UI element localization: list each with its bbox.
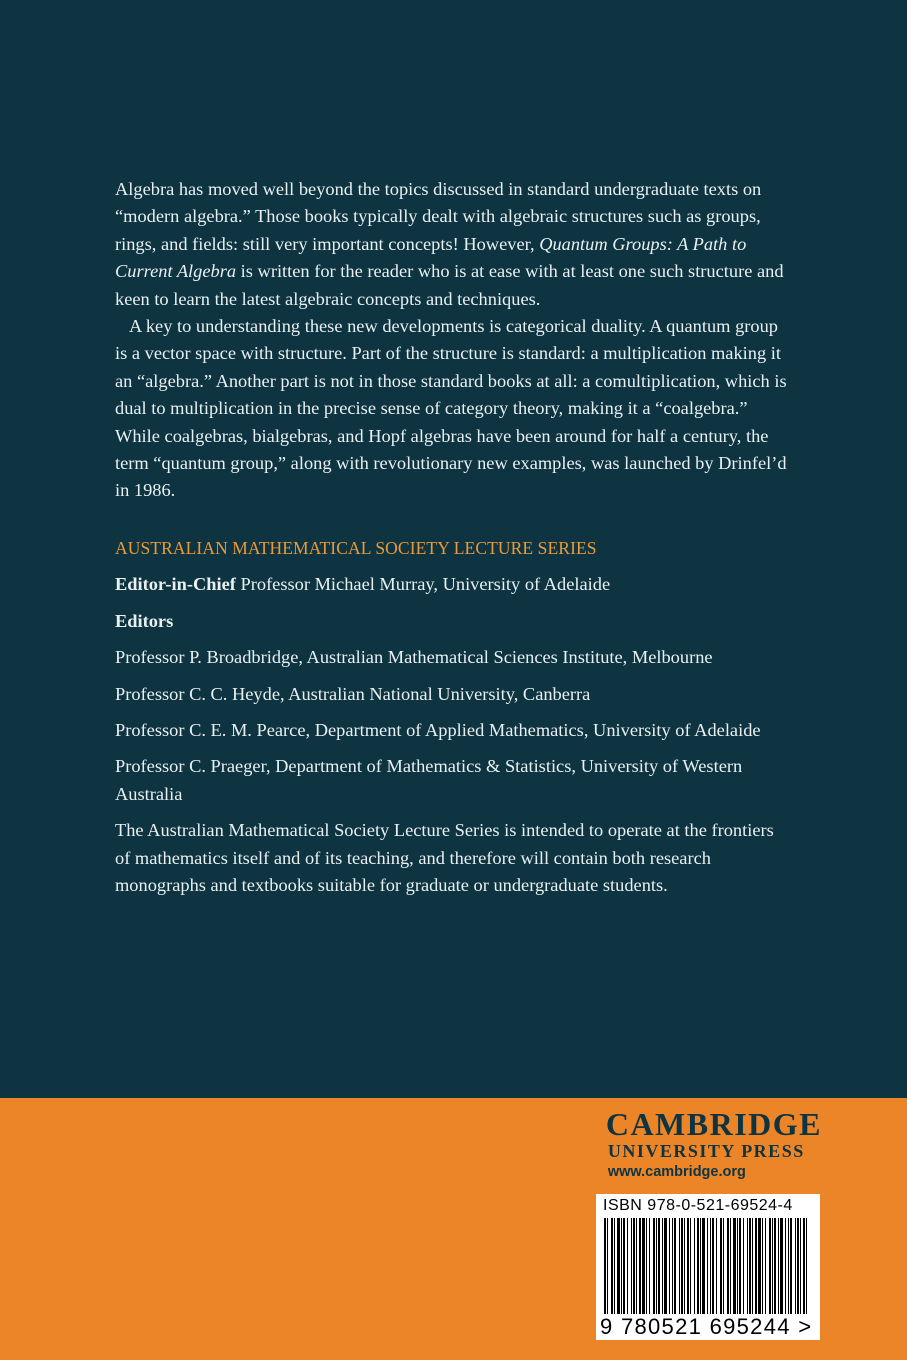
barcode-bar (617, 1218, 620, 1314)
barcode-bar (720, 1218, 722, 1314)
barcode-bar (797, 1218, 799, 1314)
barcode-bar (752, 1218, 753, 1314)
barcode-bar (633, 1218, 635, 1314)
barcode-bar (664, 1218, 667, 1314)
isbn-text: ISBN 978-0-521-69524-4 (603, 1197, 793, 1214)
barcode-bar (778, 1218, 779, 1314)
book-title-italic: Quantum Groups: A Path to Current Algebra (115, 233, 747, 282)
editor-in-chief-line (115, 571, 791, 598)
barcode-bar (604, 1218, 606, 1314)
barcode-bar (716, 1218, 717, 1314)
barcode-digits: 9 780521 695244 > (600, 1314, 813, 1339)
editor-item: Professor P. Broadbridge, Australian Mathematical Sciences Institute, Melbourne (115, 647, 713, 668)
back-cover-text (115, 176, 791, 899)
barcode-bar (631, 1218, 632, 1314)
barcode-bar (758, 1218, 761, 1314)
barcode-bar (733, 1218, 736, 1314)
barcode-bar (800, 1218, 801, 1314)
barcode-bar (623, 1218, 625, 1314)
barcode-bar (679, 1218, 680, 1314)
barcode-bar (656, 1218, 657, 1314)
barcode-bar (669, 1218, 670, 1314)
blurb-p1-text-end: is written for the reader who is at ease with at least one such structure and keen to learn the latest algebraic concepts and techniques. (115, 261, 784, 309)
barcode-bar (607, 1218, 608, 1314)
barcode-bar (788, 1218, 789, 1314)
barcode-box (596, 1194, 820, 1340)
barcode-bar (658, 1218, 660, 1314)
barcode-bar (712, 1218, 714, 1314)
editor-item: Professor C. Praeger, Department of Mathematics & Statistics, University of Western Australia (115, 756, 743, 804)
barcode-bar (765, 1218, 766, 1314)
publisher-name: CAMBRIDGE (605, 1106, 822, 1142)
barcode-bar (803, 1218, 805, 1314)
barcode-bar (747, 1218, 748, 1314)
barcode-bars (604, 1218, 810, 1316)
barcode-bar (723, 1218, 724, 1314)
barcode-bar (653, 1218, 655, 1314)
barcode-bar (739, 1218, 741, 1314)
barcode-bar (727, 1218, 729, 1314)
blurb-paragraph-1 (115, 176, 791, 313)
series-title: AUSTRALIAN MATHEMATICAL SOCIETY LECTURE SERIES (115, 537, 597, 558)
editor-in-chief-label: Editor-in-Chief (115, 574, 236, 595)
barcode-bar (749, 1218, 751, 1314)
barcode-bar (646, 1218, 647, 1314)
barcode-bar (694, 1218, 695, 1314)
barcode-bar (690, 1218, 691, 1314)
barcode-bar (662, 1218, 663, 1314)
barcode-bar (687, 1218, 689, 1314)
barcode-bar (755, 1218, 757, 1314)
barcode-bar (672, 1218, 673, 1314)
barcode-bar (636, 1218, 637, 1314)
barcode-bar (730, 1218, 731, 1314)
barcode-bar (697, 1218, 699, 1314)
blurb-paragraph-2: A key to understanding these new developments is categorical duality. A quantum group is a vector space with structure. Part of the structure is standard: a multiplication making it an “algebra.” Another part is not in those standard books at all: a comultiplication, which is dual to multiplication in the precise sense of category theory, making it a “coalgebra.” While coalgebras, bialgebras, and Hopf algebras have been around for half a century, the term “quantum group,” along with revolutionary new examples, was launched by Drinfel’d in 1986. (115, 316, 787, 501)
publisher-subname: UNIVERSITY PRESS (607, 1141, 805, 1161)
barcode-bar (769, 1218, 771, 1314)
barcode-bar (614, 1218, 615, 1314)
editor-item: Professor C. E. M. Pearce, Department of Applied Mathematics, University of Adelaide (115, 719, 761, 740)
barcode-bar (611, 1218, 613, 1314)
barcode-bar (806, 1218, 807, 1314)
publisher-website: www.cambridge.org (607, 1164, 746, 1180)
barcode-bar (743, 1218, 744, 1314)
barcode-bar (795, 1218, 796, 1314)
editor-in-chief-name: Professor Michael Murray, University of Adelaide (240, 574, 611, 595)
barcode-bar (785, 1218, 786, 1314)
series-description: The Australian Mathematical Society Lecture Series is intended to operate at the frontiers of mathematics itself and of its teaching, and therefore will contain both research monographs and textbooks suitable for graduate or undergraduate students. (115, 820, 774, 895)
barcode-bar (790, 1218, 792, 1314)
barcode-bar (710, 1218, 711, 1314)
barcode-bar (684, 1218, 685, 1314)
barcode-bar (737, 1218, 738, 1314)
barcode-bar (762, 1218, 763, 1314)
barcode-bar (642, 1218, 645, 1314)
publisher-logo (606, 1108, 822, 1182)
barcode-bar (627, 1218, 628, 1314)
barcode-bar (772, 1218, 773, 1314)
barcode-bar (639, 1218, 641, 1314)
barcode-bar (702, 1218, 705, 1314)
barcode-bar (700, 1218, 701, 1314)
barcode-bar (780, 1218, 783, 1314)
editors-label: Editors (115, 610, 174, 631)
barcode-bar (681, 1218, 683, 1314)
editor-item: Professor C. C. Heyde, Australian National University, Canberra (115, 683, 591, 704)
blurb-p1-text: Algebra has moved well beyond the topics discussed in standard undergraduate texts on “modern algebra.” Those books typically dealt with algebraic structures such as groups, rings, and fields: still very important concepts! However, (115, 179, 762, 254)
barcode-bar (674, 1218, 676, 1314)
barcode-bar (774, 1218, 776, 1314)
barcode-bar (649, 1218, 650, 1314)
barcode-bar (621, 1218, 622, 1314)
barcode-bar (707, 1218, 708, 1314)
